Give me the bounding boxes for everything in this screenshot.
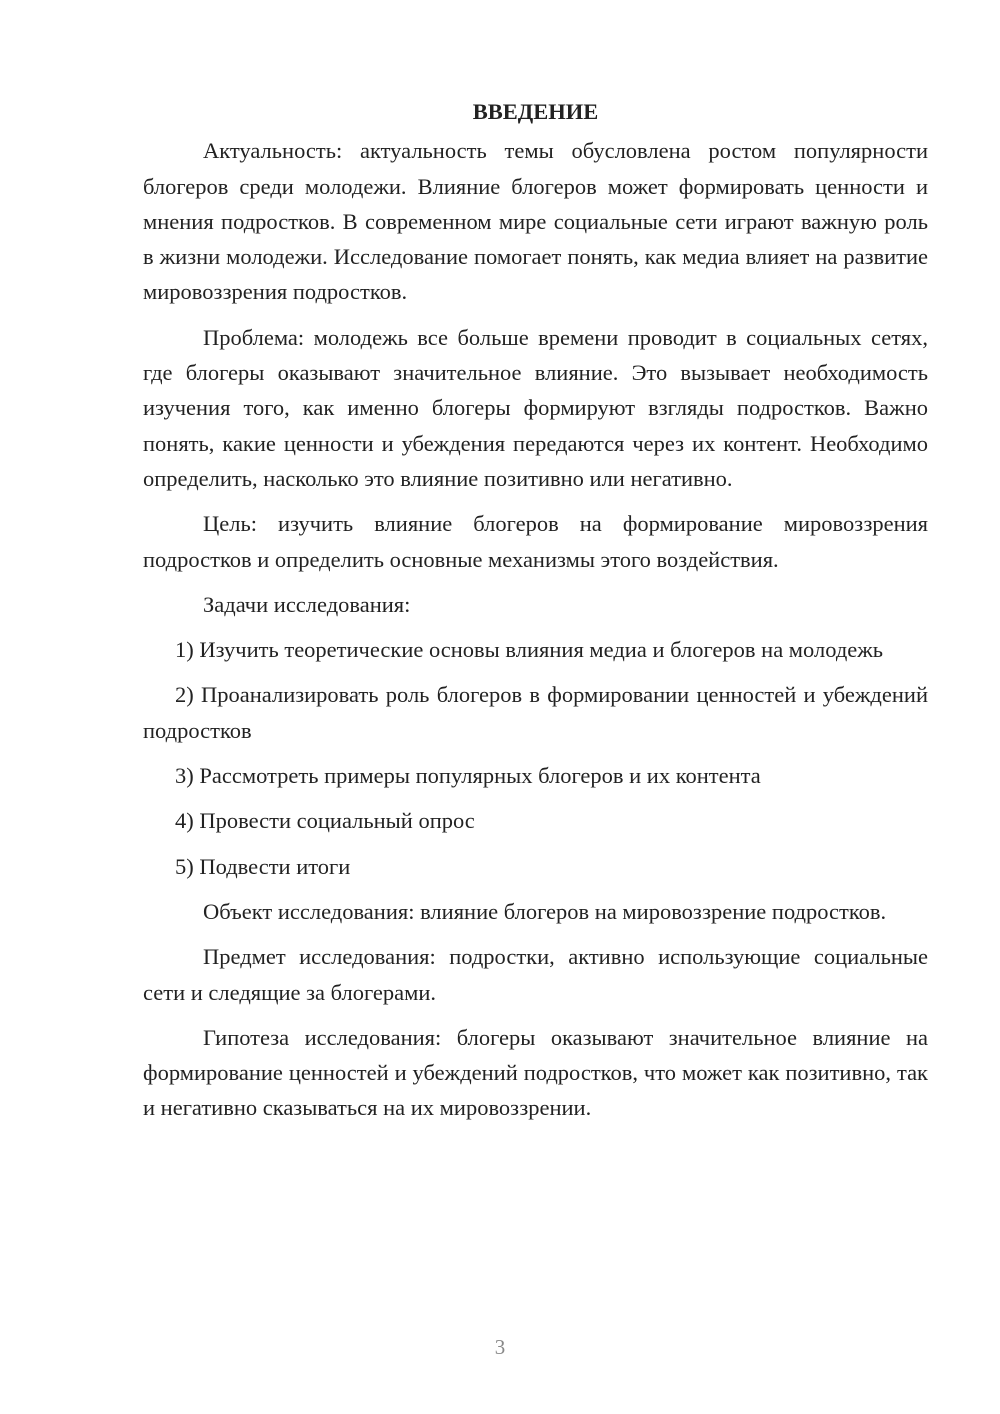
task-item: 4) Провести социальный опрос [175, 808, 475, 834]
paragraph-goal: Цель: изучить влияние блогеров на формирование мировоззрения подростков и определить основные механизмы этого воздействия. [143, 511, 928, 572]
task-item: 2) Проанализировать роль блогеров в формировании ценностей и убеждений подростков [143, 682, 928, 743]
task-item: 1) Изучить теоретические основы влияния медиа и блогеров на молодежь [175, 637, 884, 663]
paragraph-object: Объект исследования: влияние блогеров на мировоззрение подростков. [203, 898, 887, 924]
paragraph-subject: Предмет исследования: подростки, активно использующие социальные сети и следящие за блогерами. [143, 944, 928, 1005]
section-title: ВВЕДЕНИЕ [472, 99, 599, 124]
page-number: 3 [494, 1335, 506, 1359]
paragraph-relevance: Актуальность: актуальность темы обусловлена ростом популярности блогеров среди молодежи. Влияние блогеров может формировать ценности и мнения подростков. В современном мире социальные сети играют важную роль в жизни молодежи. Исследование помогает понять, как медиа влияет на развитие мировоззрения подростков. [143, 138, 928, 305]
paragraph-tasks-heading: Задачи исследования: [203, 591, 411, 617]
paragraph-problem: Проблема: молодежь все больше времени проводит в социальных сетях, где блогеры оказывают значительное влияние. Это вызывает необходимость изучения того, как именно блогеры формируют взгляды подростков. Важно понять, какие ценности и убеждения передаются через их контент. Необходимо определить, насколько это влияние позитивно или негативно. [143, 324, 928, 491]
paragraph-hypothesis: Гипотеза исследования: блогеры оказывают значительное влияние на формирование ценностей и убеждений подростков, что может как позитивно, так и негативно сказываться на их мировоззрении. [143, 1024, 928, 1121]
task-item: 3) Рассмотреть примеры популярных блогеров и их контента [175, 763, 761, 789]
task-item: 5) Подвести итоги [175, 853, 351, 879]
